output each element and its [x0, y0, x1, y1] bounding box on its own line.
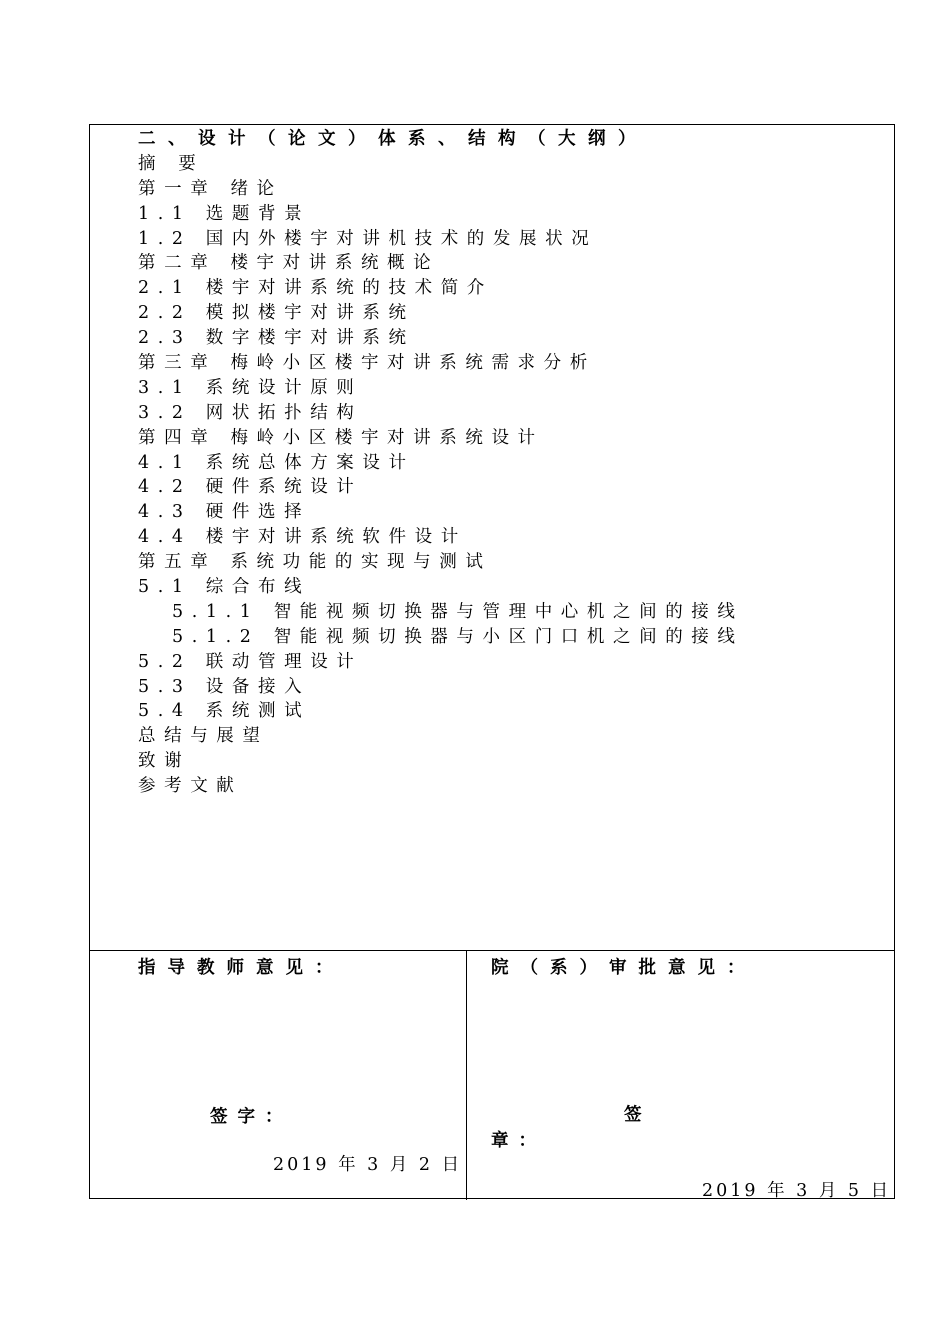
- outline-item: 第五章 系统功能的实现与测试: [138, 552, 492, 573]
- department-date: 2019 年 3 月 5 日: [702, 1181, 892, 1201]
- advisor-date: 2019 年 3 月 2 日: [273, 1155, 463, 1175]
- outline-item: 5.2 联动管理设计: [138, 651, 363, 672]
- department-seal-label-1: 签: [624, 1105, 652, 1125]
- outline-item: 2.1 楼宇对讲系统的技术简介: [138, 278, 493, 299]
- advisor-opinion-title: 指导教师意见：: [138, 958, 345, 978]
- department-approval-title: 院（系）审批意见：: [491, 958, 757, 978]
- outline-item: 3.2 网状拓扑结构: [138, 402, 363, 423]
- department-approval-cell: [467, 951, 895, 1200]
- outline-section: [90, 125, 894, 951]
- outline-item: 摘 要: [138, 153, 205, 174]
- outline-item: 第三章 梅岭小区楼宇对讲系统需求分析: [138, 353, 596, 374]
- outline-item: 参考文献: [138, 776, 243, 797]
- outline-item: 3.1 系统设计原则: [138, 377, 363, 398]
- outline-item: 5.3 设备接入: [138, 676, 311, 697]
- outline-item: 5.1.2 智能视频切换器与小区门口机之间的接线: [172, 626, 744, 647]
- outline-item: 2.2 模拟楼宇对讲系统: [138, 303, 415, 324]
- outline-item: 第二章 楼宇对讲系统概论: [138, 253, 440, 274]
- outline-item: 1.2 国内外楼宇对讲机技术的发展状况: [138, 228, 598, 249]
- outline-heading: 二、设计（论文）体系、结构（大纲）: [138, 129, 648, 149]
- outline-item: 4.1 系统总体方案设计: [138, 452, 415, 473]
- department-seal-label-2: 章：: [491, 1131, 546, 1151]
- outline-item: 2.3 数字楼宇对讲系统: [138, 328, 415, 349]
- outline-item: 总结与展望: [138, 726, 269, 747]
- outline-item: 4.2 硬件系统设计: [138, 477, 363, 498]
- outline-form-table: [89, 124, 895, 1199]
- outline-item: 致谢: [138, 751, 191, 772]
- outline-item: 5.1 综合布线: [138, 577, 311, 598]
- advisor-signature-label: 签字：: [210, 1107, 293, 1127]
- outline-item: 5.4 系统测试: [138, 701, 311, 722]
- advisor-opinion-cell: [90, 951, 467, 1200]
- outline-list: [138, 127, 744, 799]
- outline-item: 第四章 梅岭小区楼宇对讲系统设计: [138, 427, 544, 448]
- outline-item: 5.1.1 智能视频切换器与管理中心机之间的接线: [172, 601, 744, 622]
- outline-item: 第一章 绪论: [138, 178, 283, 199]
- outline-item: 1.1 选题背景: [138, 203, 311, 224]
- outline-item: 4.3 硬件选择: [138, 502, 311, 523]
- outline-item: 4.4 楼宇对讲系统软件设计: [138, 527, 467, 548]
